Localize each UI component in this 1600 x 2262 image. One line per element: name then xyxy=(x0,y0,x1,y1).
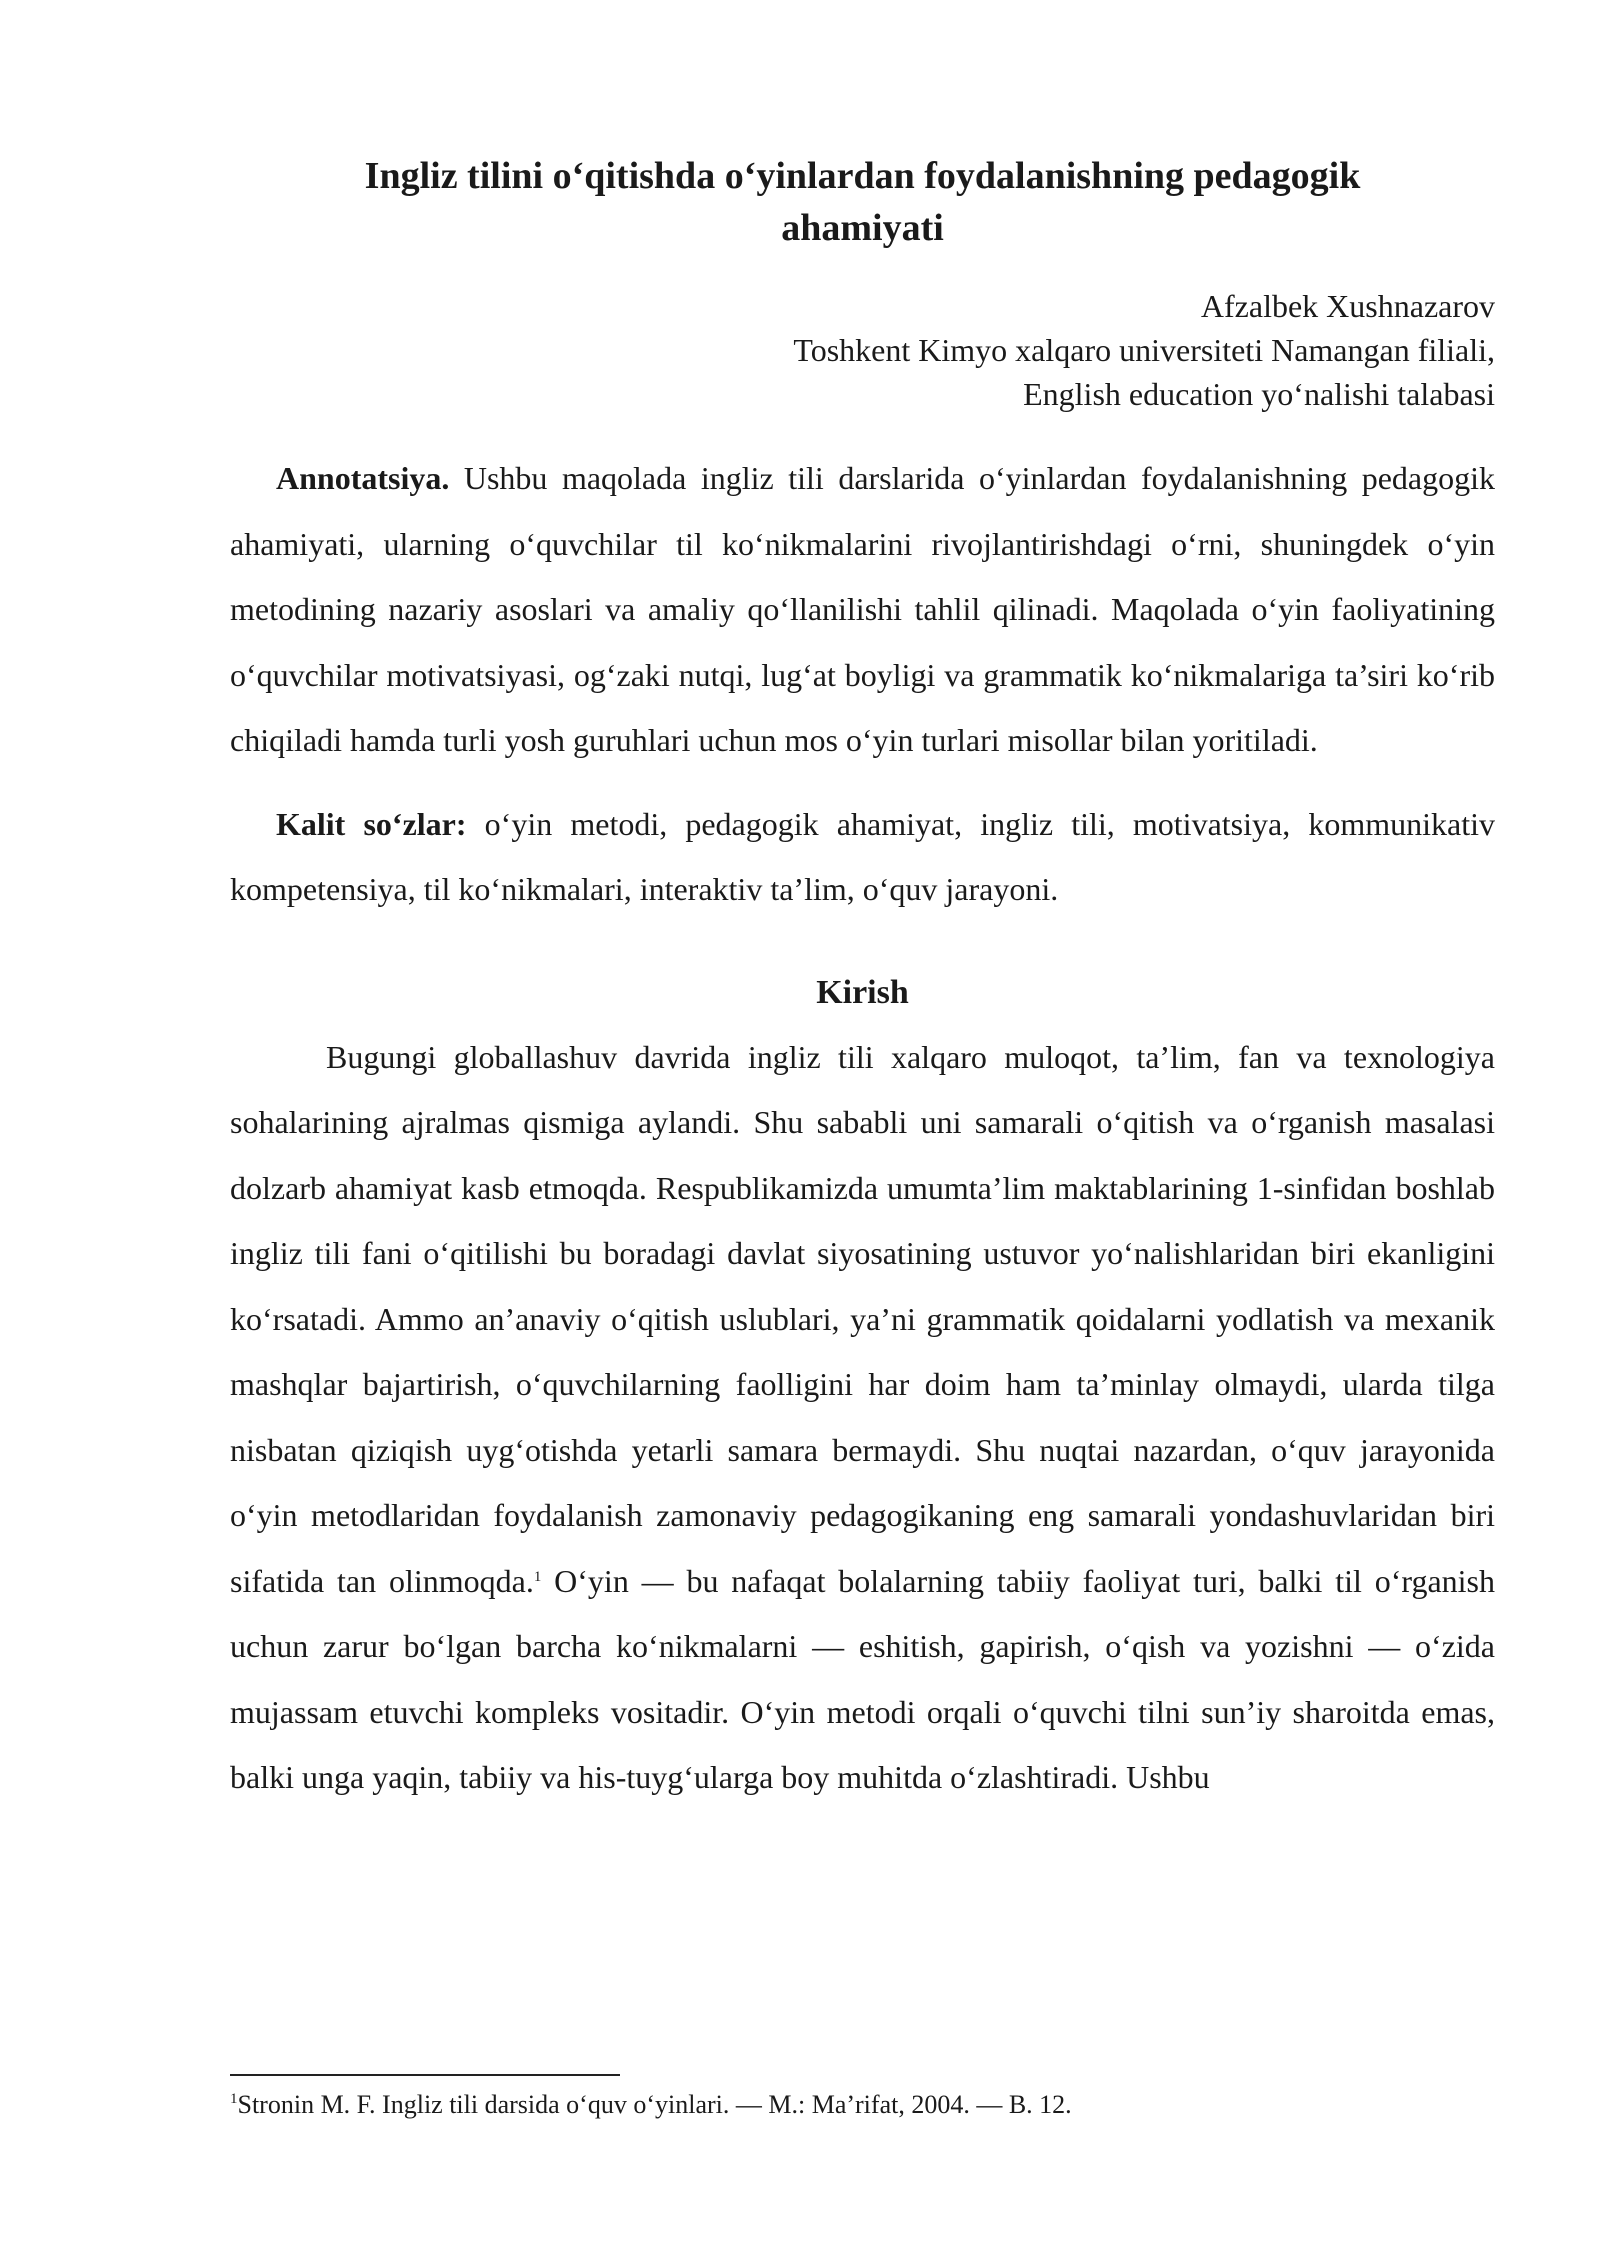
footnote-number: 1 xyxy=(230,2091,238,2107)
annotation-text: Ushbu maqolada ingliz tili darslarida o‘yinlardan foydalanishning pedagogik ahamiyati, ularning o‘quvchilar til ko‘nikmalarini rivojlantirishdagi o‘rni, shuningdek o‘yin metodining nazariy asoslari va amaliy qo‘llanilishi tahlil qilinadi. Maqolada o‘yin faoliyatining o‘quvchilar motivatsiyasi, og‘zaki nutqi, lug‘at boyligi va grammatik ko‘nikmalariga ta’siri ko‘rib chiqiladi hamda turli yosh guruhlari uchun mos o‘yin turlari misollar bilan yoritiladi. xyxy=(230,460,1495,758)
section-heading-introduction: Kirish xyxy=(816,973,909,1011)
footnote xyxy=(230,2088,1495,2122)
author-program: English education yo‘nalishi talabasi xyxy=(1023,376,1495,412)
introduction-text-part-2: O‘yin — bu nafaqat bolalarning tabiiy faoliyat turi, balki til o‘rganish uchun zarur bo‘lgan barcha ko‘nikmalarni — eshitish, gapirish, o‘qish va yozishni — o‘zida mujassam etuvchi kompleks vositadir. O‘yin metodi orqali o‘quvchi tilni sun’iy sharoitda emas, balki unga yaqin, tabiiy va his-tuyg‘ularga boy muhitda o‘zlashtiradi. Ushbu xyxy=(230,1562,1496,1795)
keywords-paragraph xyxy=(230,792,1495,923)
annotation-label: Annotatsiya. xyxy=(276,460,450,496)
introduction-paragraph xyxy=(230,1025,1495,1811)
article-title-line-2: ahamiyati xyxy=(781,207,944,249)
introduction-text-part-1: Bugungi globallashuv davrida ingliz tili xalqaro muloqot, ta’lim, fan va texnologiya sohalarining ajralmas qismiga aylandi. Shu sababli uni samarali o‘qitish va o‘rganish masalasi dolzarb ahamiyat kasb etmoqda. Respublikamizda umumta’lim maktablarining 1-sinfidan boshlab ingliz tili fani o‘qitilishi bu boradagi davlat siyosatining ustuvor yo‘nalishlaridan biri ekanligini ko‘rsatadi. Ammo an’anaviy o‘qitish uslublari, ya’ni grammatik qoidalarni yodlatish va mexanik mashqlar bajartirish, o‘quvchilarning faolligini har doim ham ta’minlay olmaydi, ularda tilga nisbatan qiziqish uyg‘otishda yetarli samara bermaydi. Shu nuqtai nazardan, o‘quv jarayonida o‘yin metodlaridan foydalanish zamonaviy pedagogikaning eng samarali yondashuvlaridan biri sifatida tan olinmoqda. xyxy=(230,1038,1495,1599)
annotation-paragraph xyxy=(230,446,1495,774)
article-title-line-1: Ingliz tilini o‘qitishda o‘yinlardan foydalanishning pedagogik xyxy=(364,155,1361,197)
author-name: Afzalbek Xushnazarov xyxy=(1200,288,1495,324)
footnote-separator xyxy=(230,2074,620,2076)
author-affiliation: Toshkent Kimyo xalqaro universiteti Namangan filiali, xyxy=(793,332,1495,368)
footnote-text: Stronin M. F. Ingliz tili darsida o‘quv o‘yinlari. — M.: Ma’rifat, 2004. — B. 12. xyxy=(237,2090,1072,2119)
keywords-text: o‘yin metodi, pedagogik ahamiyat, ingliz tili, motivatsiya, kommunikativ kompetensiya, til ko‘nikmalari, interaktiv ta’lim, o‘quv jarayoni. xyxy=(230,805,1496,907)
article-title xyxy=(230,150,1495,254)
page-content xyxy=(230,150,1495,1811)
footnote-reference[interactable]: 1 xyxy=(533,1568,542,1585)
keywords-label: Kalit so‘zlar: xyxy=(276,805,467,842)
author-block xyxy=(230,284,1495,416)
